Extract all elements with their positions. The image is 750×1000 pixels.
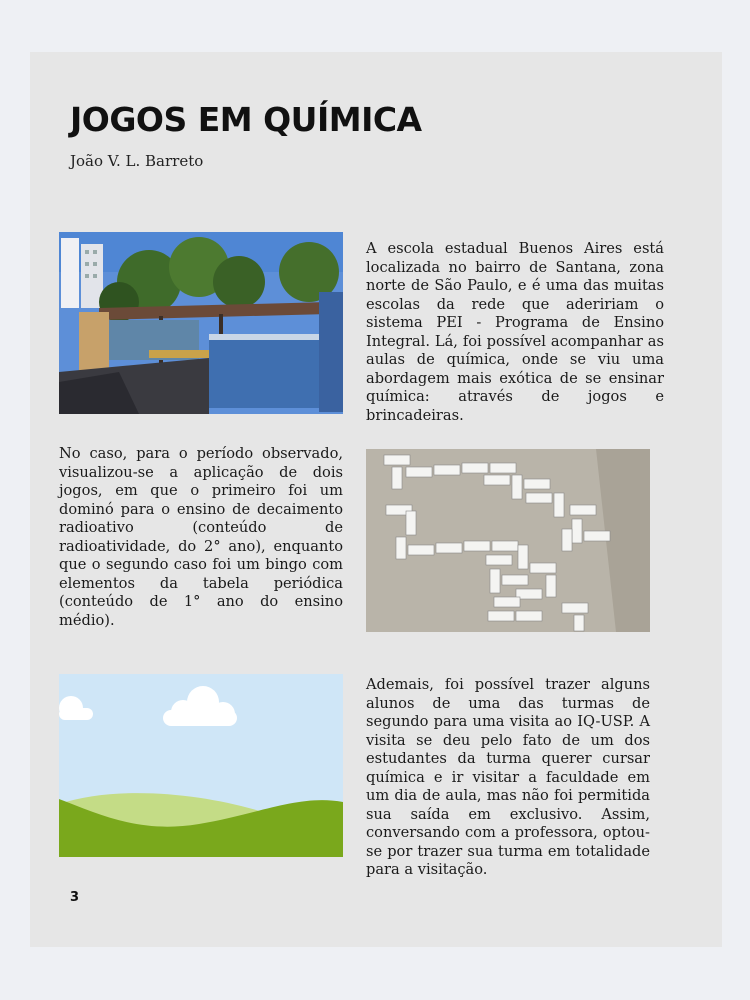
paragraph-games: No caso, para o período observado, visualizou-se a aplicação de dois jogos, em que o primeiro foi um dominó para o ensino de decaimento radioativo (conteúdo de radioatividade, do 2° ano), enquanto que o segundo caso foi um bingo com elementos da tabela periódica (conteúdo de 1° ano do ensino médio). [59,445,343,629]
paragraph-school: A escola estadual Buenos Aires está localizada no bairro de Santana, zona norte de São Paulo, e é uma das muitas escolas da rede que adeririam o sistema PEI - Programa de Ensino Integral. Lá, foi possível acompanhar as aulas de química, onde se viu uma abordagem mais exótica de se ensinar química: através de jogos e brincadeiras. [366,240,664,424]
page-number: 3 [70,890,80,905]
author-name: João V. L. Barreto [70,152,204,170]
landscape-placeholder-image [59,674,343,857]
page-title: JOGOS EM QUÍMICA [70,100,422,139]
domino-game-photo [366,449,650,632]
school-courtyard-photo [59,232,343,414]
document-page [30,52,722,947]
paragraph-visit: Ademais, foi possível trazer alguns alunos de uma das turmas de segundo para uma visita ao IQ-USP. A visita se deu pelo fato de um dos estudantes da turma querer cursar química e ir visitar a faculdade em um dia de aula, mas não foi permitida sua saída em exclusivo. Assim, conversando com a professora, optou-se por trazer sua turma em totalidade para a visitação. [366,676,650,878]
